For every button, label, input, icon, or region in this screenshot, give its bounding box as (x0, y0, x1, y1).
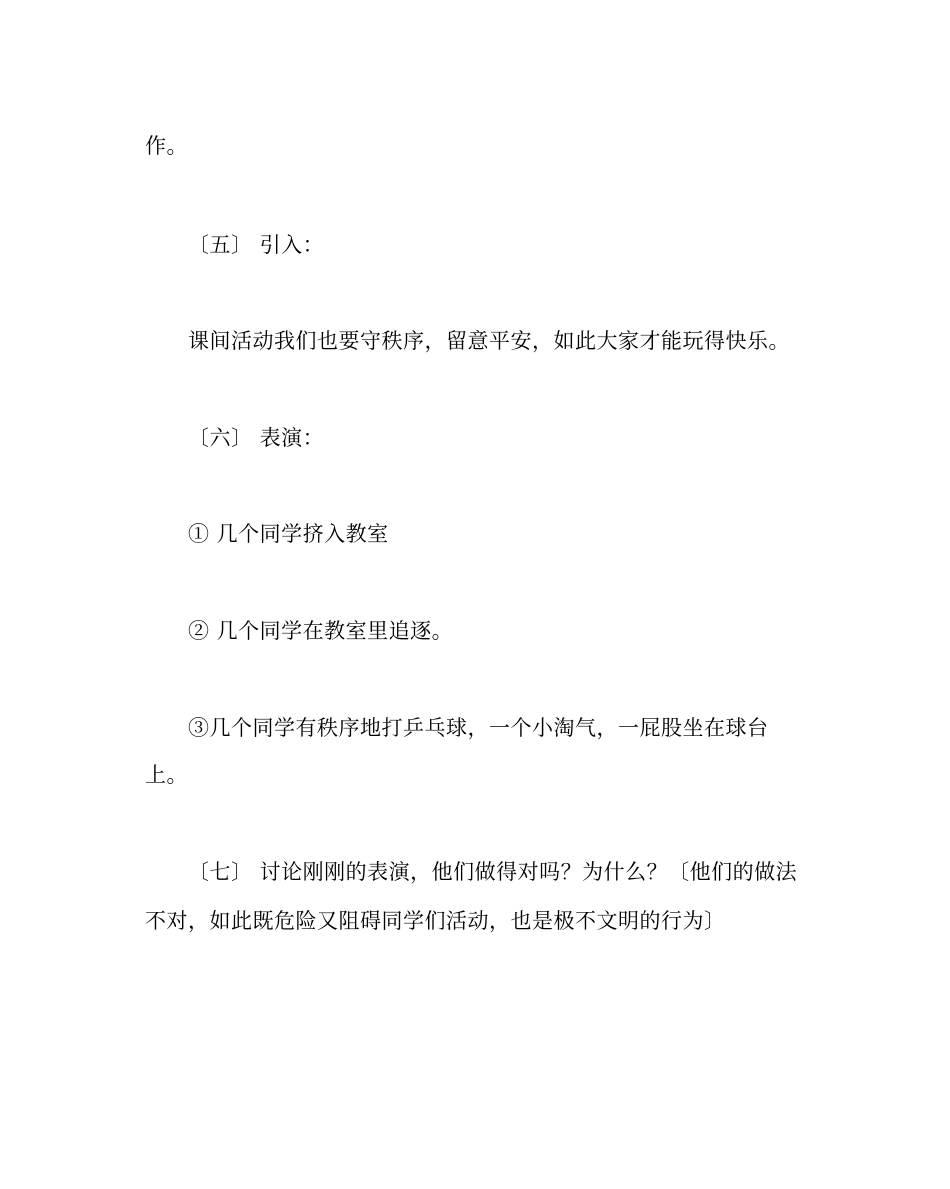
list-item-3-line-1: ③几个同学有秩序地打乒乓球，一个小淘气，一屁股坐在球台 (188, 716, 769, 740)
section-5-text: 课间活动我们也要守秩序，留意平安，如此大家才能玩得快乐。 (188, 329, 790, 353)
continuation-text: 作。 (145, 134, 188, 158)
list-item-2: ② 几个同学在教室里追逐。 (188, 619, 454, 643)
section-7-line-2: 不对，如此既危险又阻碍同学们活动，也是极不文明的行为〕 (145, 909, 726, 933)
list-item-3-line-2: 上。 (145, 763, 188, 787)
section-5-heading: 〔五〕 引入： (188, 233, 325, 257)
list-item-1: ① 几个同学挤入教室 (188, 522, 389, 546)
section-6-heading: 〔六〕 表演： (188, 426, 325, 450)
section-7-line-1: 〔七〕 讨论刚刚的表演，他们做得对吗？为什么？〔他们的做法 (188, 860, 798, 884)
